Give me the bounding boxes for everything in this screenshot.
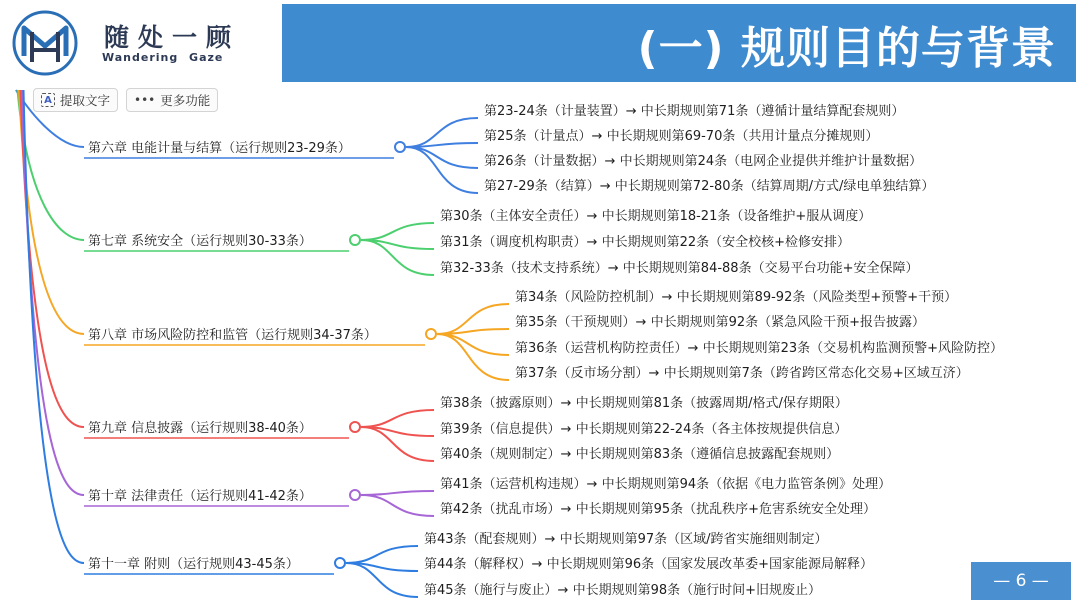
- article-mapping-item: 第44条（解释权）→ 中长期规则第96条（国家发展改革委+国家能源局解释）: [424, 557, 874, 572]
- more-features-label: 更多功能: [160, 93, 211, 108]
- article-mapping-item: 第23-24条（计量装置）→ 中长期规则第71条（遵循计量结算配套规则）: [484, 104, 905, 119]
- chapter-label: 第十一章 附则（运行规则43-45条）: [88, 557, 299, 572]
- collapse-node-icon[interactable]: [350, 490, 360, 500]
- item-connector: [346, 546, 418, 563]
- chapter-branch-line: [19, 90, 84, 334]
- brand-name: 随处一顾: [104, 23, 241, 52]
- article-mapping-item: 第27-29条（结算）→ 中长期规则第72-80条（结算周期/方式/绿电单独结算）: [484, 179, 935, 194]
- more-dots-icon: •••: [134, 93, 156, 107]
- collapse-node-icon[interactable]: [350, 235, 360, 245]
- extract-text-button[interactable]: [33, 88, 118, 112]
- article-mapping-item: 第25条（计量点）→ 中长期规则第69-70条（共用计量点分摊规则）: [484, 129, 879, 144]
- article-mapping-item: 第41条（运营机构违规）→ 中长期规则第94条（依据《电力监管条例》处理）: [440, 477, 892, 492]
- item-connector: [437, 334, 509, 380]
- page-number: — 6 —: [971, 562, 1071, 600]
- article-mapping-item: 第30条（主体安全责任）→ 中长期规则第18-21条（设备维护+服从调度）: [440, 209, 872, 224]
- article-mapping-item: 第45条（施行与废止）→ 中长期规则第98条（施行时间+旧规废止）: [424, 583, 822, 598]
- more-features-button[interactable]: [126, 88, 218, 112]
- article-mapping-item: 第36条（运营机构防控责任）→ 中长期规则第23条（交易机构监测预警+风险防控）: [515, 341, 1004, 356]
- item-connector: [406, 147, 478, 193]
- title-bar: [282, 4, 1076, 82]
- extract-text-label: 提取文字: [60, 93, 111, 108]
- article-mapping-item: 第37条（反市场分割）→ 中长期规则第7条（跨省跨区常态化交易+区域互济）: [515, 366, 969, 381]
- article-mapping-item: 第34条（风险防控机制）→ 中长期规则第89-92条（风险类型+预警+干预）: [515, 290, 958, 305]
- item-connector: [406, 147, 478, 168]
- logo-icon: [12, 10, 78, 76]
- item-connector: [361, 223, 434, 240]
- article-mapping-item: 第43条（配套规则）→ 中长期规则第97条（区域/跨省实施细则制定）: [424, 532, 828, 547]
- article-mapping-item: 第35条（干预规则）→ 中长期规则第92条（紧急风险干预+报告披露）: [515, 315, 926, 330]
- text-scan-icon: A: [41, 93, 55, 107]
- article-mapping-item: 第40条（规则制定）→ 中长期规则第83条（遵循信息披露配套规则）: [440, 447, 840, 462]
- logo-area: [0, 0, 282, 84]
- item-connector: [361, 495, 434, 516]
- collapse-node-icon[interactable]: [426, 329, 436, 339]
- item-connector: [437, 334, 509, 355]
- chapter-label: 第九章 信息披露（运行规则38-40条）: [88, 421, 312, 436]
- item-connector: [361, 491, 434, 495]
- chapter-label: 第七章 系统安全（运行规则30-33条）: [88, 234, 312, 249]
- chapter-label: 第十章 法律责任（运行规则41-42条）: [88, 489, 312, 504]
- chapter-label: 第六章 电能计量与结算（运行规则23-29条）: [88, 141, 351, 156]
- page-title: (一) 规则目的与背景: [637, 23, 1056, 74]
- collapse-node-icon[interactable]: [335, 558, 345, 568]
- article-mapping-item: 第32-33条（技术支持系统）→ 中长期规则第84-88条（交易平台功能+安全保障）: [440, 261, 919, 276]
- chapter-label: 第八章 市场风险防控和监管（运行规则34-37条）: [88, 328, 377, 343]
- article-mapping-item: 第38条（披露原则）→ 中长期规则第81条（披露周期/格式/保存期限）: [440, 396, 848, 411]
- article-mapping-item: 第31条（调度机构职责）→ 中长期规则第22条（安全校核+检修安排）: [440, 235, 851, 250]
- article-mapping-item: 第42条（扰乱市场）→ 中长期规则第95条（扰乱秩序+危害系统安全处理）: [440, 502, 877, 517]
- collapse-node-icon[interactable]: [395, 142, 405, 152]
- article-mapping-item: 第26条（计量数据）→ 中长期规则第24条（电网企业提供并维护计量数据）: [484, 154, 923, 169]
- brand-subtitle: Wandering Gaze: [102, 51, 224, 64]
- article-mapping-item: 第39条（信息提供）→ 中长期规则第22-24条（各主体按规提供信息）: [440, 422, 848, 437]
- item-connector: [437, 329, 509, 334]
- item-connector: [361, 410, 434, 427]
- collapse-node-icon[interactable]: [350, 422, 360, 432]
